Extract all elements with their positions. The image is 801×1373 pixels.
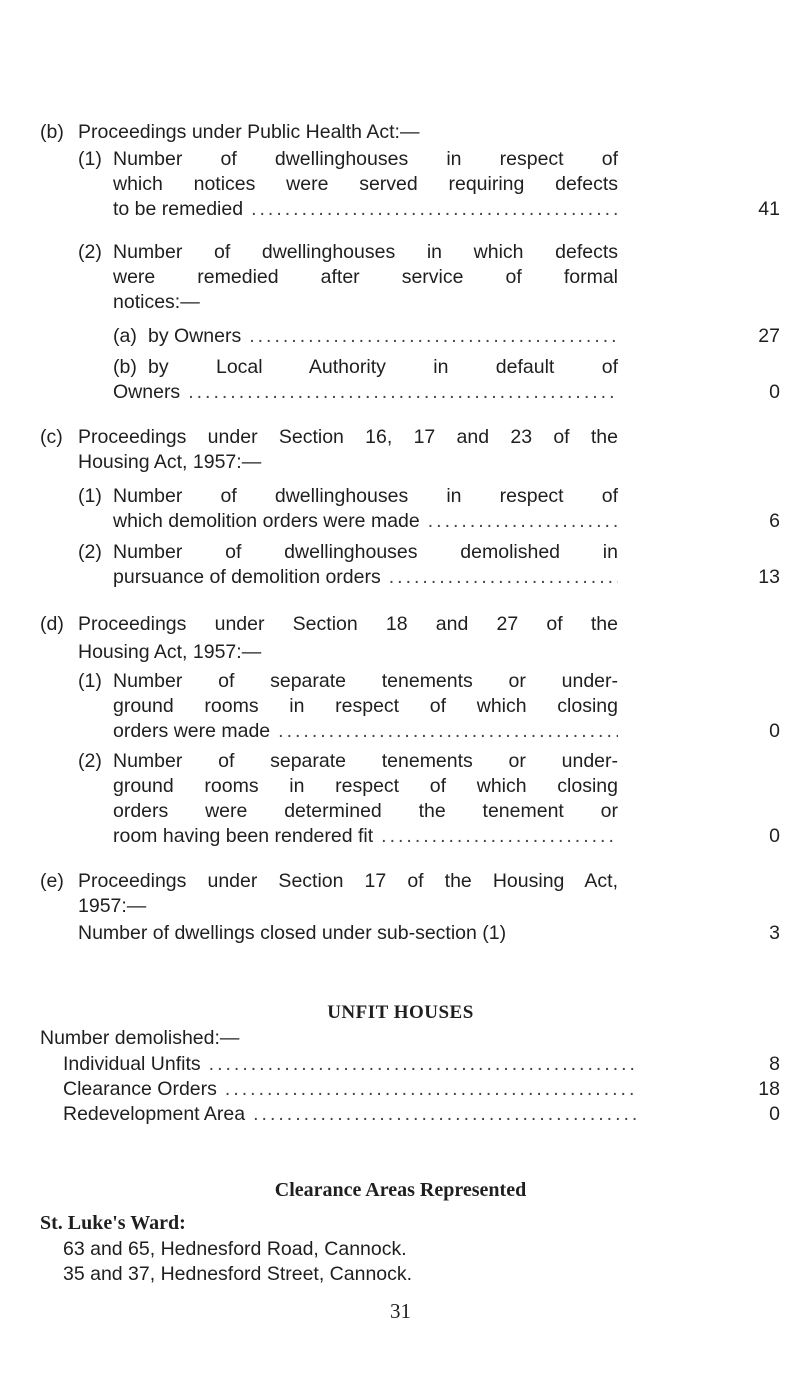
item-b2-line: were remedied after service of formal (113, 266, 618, 288)
item-b2b-leader-line (113, 380, 618, 405)
dot-leader (253, 1102, 638, 1127)
unfit-intro: Number demolished:— (40, 1027, 240, 1049)
item-d-label: (d) (40, 613, 64, 635)
item-d2-leader-line (113, 824, 618, 849)
item-d2-label: (2) (78, 750, 102, 772)
unfit-row-value: 8 (769, 1053, 780, 1075)
item-b1-line: Number of dwellinghouses in respect of (113, 148, 618, 170)
unfit-row-label: Redevelopment Area (63, 1103, 246, 1125)
item-e-label: (e) (40, 870, 64, 892)
dot-leader (251, 197, 618, 222)
item-d1-line: ground rooms in respect of which closing (113, 695, 618, 717)
item-d1-value: 0 (769, 720, 780, 742)
dot-leader (225, 1077, 638, 1102)
unfit-heading: UNFIT HOUSES (327, 1002, 474, 1023)
item-b1-label: (1) (78, 148, 102, 170)
item-b2-label: (2) (78, 241, 102, 263)
item-b2a-leader-line (148, 324, 618, 349)
dot-leader (188, 380, 618, 405)
item-c-line: Housing Act, 1957:— (78, 451, 262, 473)
dot-leader (278, 719, 618, 744)
item-d1-text: orders were made (113, 720, 271, 742)
unfit-row (63, 1052, 638, 1077)
item-b2b-text: Owners (113, 381, 181, 403)
item-c2-leader-line (113, 565, 618, 590)
dot-leader (428, 509, 618, 534)
item-b1-value: 41 (758, 198, 780, 220)
item-c2-line: Number of dwellinghouses demolished in (113, 541, 618, 563)
item-c1-leader-line (113, 509, 618, 534)
item-d1-label: (1) (78, 670, 102, 692)
item-c1-line: Number of dwellinghouses in respect of (113, 485, 618, 507)
item-e-line: 1957:— (78, 895, 147, 917)
unfit-row (63, 1102, 638, 1127)
dot-leader (381, 824, 618, 849)
item-e-line: Proceedings under Section 17 of the Housing Act, (78, 870, 618, 892)
item-c2-value: 13 (758, 566, 780, 588)
item-b2-line: Number of dwellinghouses in which defects (113, 241, 618, 263)
dot-leader (209, 1052, 638, 1077)
dot-leader (389, 565, 618, 590)
clearance-address: 63 and 65, Hednesford Road, Cannock. (63, 1238, 407, 1260)
unfit-row-label: Individual Unfits (63, 1053, 201, 1075)
item-b2a-label: (a) (113, 325, 137, 347)
item-b2b-line: by Local Authority in default of (148, 356, 618, 378)
item-b1-leader-line (113, 197, 618, 222)
item-d-line: Proceedings under Section 18 and 27 of the (78, 613, 618, 635)
item-c-line: Proceedings under Section 16, 17 and 23 of the (78, 426, 618, 448)
unfit-row-value: 18 (758, 1078, 780, 1100)
item-b2a-value: 27 (758, 325, 780, 347)
item-b2a-text: by Owners (148, 325, 242, 347)
item-c1-value: 6 (769, 510, 780, 532)
item-b-title: Proceedings under Public Health Act:— (78, 121, 420, 143)
clearance-heading: Clearance Areas Represented (274, 1179, 527, 1201)
item-c2-label: (2) (78, 541, 102, 563)
item-c1-label: (1) (78, 485, 102, 507)
item-e-value: 3 (769, 922, 780, 944)
item-c1-text: which demolition orders were made (113, 510, 420, 532)
unfit-row-label: Clearance Orders (63, 1078, 217, 1100)
item-d2-value: 0 (769, 825, 780, 847)
item-c2-text: pursuance of demolition orders (113, 566, 381, 588)
item-b1-text: to be remedied (113, 198, 244, 220)
item-b-label: (b) (40, 121, 64, 143)
clearance-ward: St. Luke's Ward: (40, 1212, 186, 1234)
item-d1-line: Number of separate tenements or under- (113, 670, 618, 692)
clearance-address: 35 and 37, Hednesford Street, Cannock. (63, 1263, 413, 1285)
item-c-label: (c) (40, 426, 63, 448)
item-b2-line: notices:— (113, 291, 200, 313)
item-b2b-value: 0 (769, 381, 780, 403)
item-d2-line: Number of separate tenements or under- (113, 750, 618, 772)
item-d1-leader-line (113, 719, 618, 744)
item-e-text: Number of dwellings closed under sub-section (1) (78, 922, 507, 944)
dot-leader (249, 324, 618, 349)
item-d2-text: room having been rendered fit (113, 825, 374, 847)
item-b1-line: which notices were served requiring defects (113, 173, 618, 195)
item-d2-line: ground rooms in respect of which closing (113, 775, 618, 797)
page-number: 31 (390, 1299, 411, 1323)
item-d-line: Housing Act, 1957:— (78, 641, 262, 663)
item-b2b-label: (b) (113, 356, 137, 378)
unfit-row-value: 0 (769, 1103, 780, 1125)
unfit-row (63, 1077, 638, 1102)
item-d2-line: orders were determined the tenement or (113, 800, 618, 822)
